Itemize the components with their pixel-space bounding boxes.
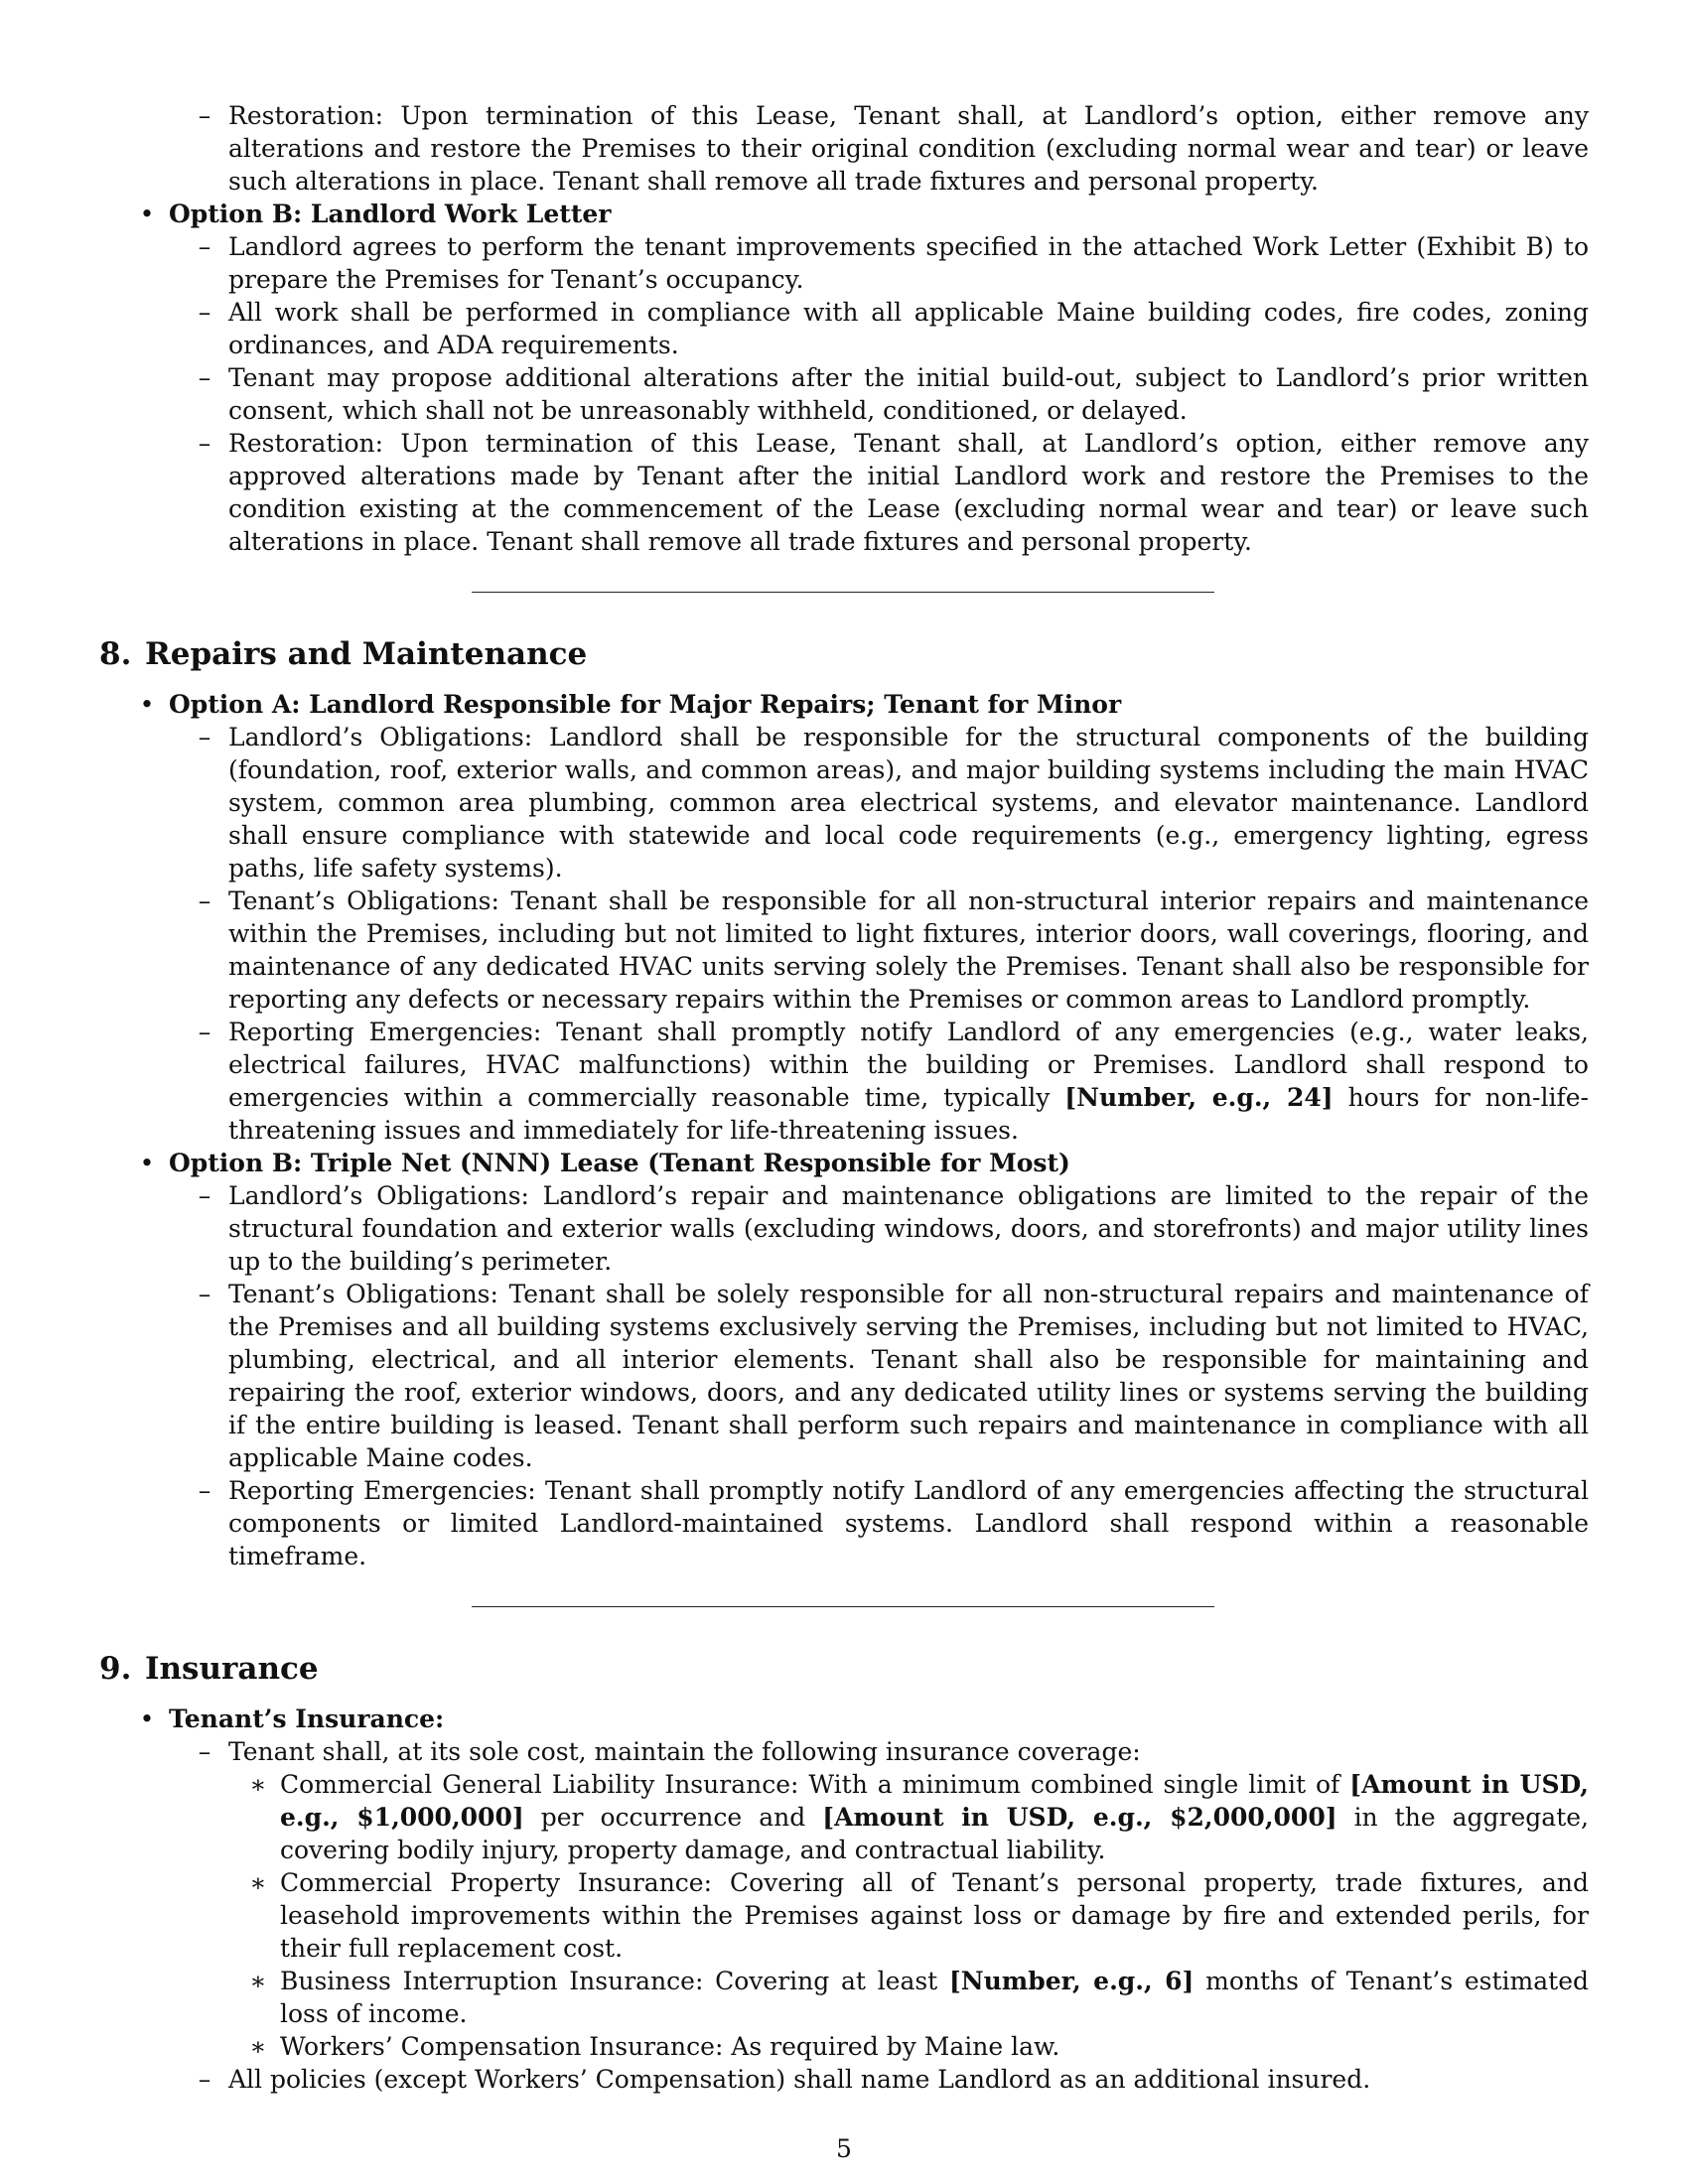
dash-bullet-icon: – — [198, 1181, 211, 1210]
list-item — [228, 1768, 1589, 1866]
list-item — [169, 99, 1589, 198]
list-item-text: Landlord’s Obligations: Landlord shall be responsible for the structural components of the building (foundation, roof, exterior walls, and common areas), and major building systems including the main HVAC system, common area plumbing, common area electrical systems, and elevator maintenance. Landlord shall ensure compliance with statewide and local code requirements (e.g., emergency lighting, egress paths, life safety systems). — [228, 723, 1589, 883]
list-item-text — [228, 1016, 1589, 1147]
list-item — [169, 1474, 1589, 1572]
list-item-text: All policies (except Workers’ Compensation) shall name Landlord as an additional insured. — [228, 2065, 1371, 2094]
list-item-text: Commercial Property Insurance: Covering all of Tenant’s personal property, trade fixtures, and leasehold improvements within the Premises against loss or damage by fire and extended perils, for their full replacement cost. — [280, 1868, 1589, 1963]
option-b-triple-net — [99, 1147, 1589, 1572]
section-number: 8. — [99, 636, 132, 672]
dash-bullet-icon: – — [198, 298, 211, 327]
dash-bullet-icon: – — [198, 1737, 211, 1766]
dash-bullet-icon: – — [198, 429, 211, 458]
page-content — [99, 99, 1589, 2096]
list-item-text: All work shall be performed in compliance with all applicable Maine building codes, fire codes, zoning ordinances, and ADA requirements. — [228, 298, 1589, 359]
list-item — [169, 721, 1589, 885]
section-title: Repairs and Maintenance — [145, 636, 588, 672]
asterisk-bullet-icon: ∗ — [249, 1967, 267, 1995]
placeholder-field: [Number, e.g., 24] — [1064, 1083, 1334, 1112]
section-divider — [472, 592, 1214, 593]
dash-bullet-icon: – — [198, 887, 211, 915]
dash-bullet-icon: – — [198, 101, 211, 130]
text-span: Business Interruption Insurance: Covering at least — [280, 1967, 949, 1995]
dash-bullet-icon: – — [198, 2065, 211, 2094]
list-item — [169, 230, 1589, 296]
list-item-text — [280, 1768, 1589, 1866]
restoration-a-text: Restoration: Upon termination of this Lease, Tenant shall, at Landlord’s option, either remove any alterations and restore the Premises to their original condition (excluding normal wear and tear) or leave such alterations in place. Tenant shall remove all trade fixtures and personal property. — [228, 101, 1589, 196]
list-item — [169, 1278, 1589, 1474]
asterisk-bullet-icon: ∗ — [249, 1770, 267, 1799]
section-8-heading — [99, 634, 1589, 674]
dash-bullet-icon: – — [198, 1476, 211, 1505]
list-item-text: Tenant shall, at its sole cost, maintain the following insurance coverage: — [228, 1737, 1141, 1766]
tenant-insurance — [99, 1703, 1589, 2096]
text-span: per occurrence and — [523, 1803, 823, 1832]
dash-bullet-icon: – — [198, 1280, 211, 1308]
continuation-list — [99, 99, 1589, 558]
option-b-title: Option B: Landlord Work Letter — [169, 200, 612, 228]
option-a-major-repairs — [99, 688, 1589, 1147]
list-item-text — [280, 1965, 1589, 2030]
bullet-icon: • — [139, 1149, 155, 1177]
list-item-text: Landlord agrees to perform the tenant improvements specified in the attached Work Letter (Exhibit B) to prepare the Premises for Tenant’s occupancy. — [228, 232, 1589, 294]
list-item-text: Workers’ Compensation Insurance: As required by Maine law. — [280, 2032, 1060, 2061]
list-item-text: Tenant’s Obligations: Tenant shall be solely responsible for all non-structural repairs and maintenance of the Premises and all building systems exclusively serving the Premises, including but not limited to HVAC, plumbing, electrical, and all interior elements. Tenant shall also be responsible for maintaining and repairing the roof, exterior windows, doors, and any dedicated utility lines or systems serving the building if the entire building is leased. Tenant shall perform such repairs and maintenance in compliance with all applicable Maine codes. — [228, 1280, 1589, 1472]
option-b-title: Option B: Triple Net (NNN) Lease (Tenant Responsible for Most) — [169, 1149, 1070, 1177]
text-span: Reporting Emergencies: Tenant shall promptly notify Landlord of any emergencies (e.g., water leaks, electrical failures, HVAC malfunctions) within the building or Premises. Landlord shall respond to emergencies within a commercially reasonable time, typically — [228, 1018, 1589, 1112]
placeholder-field: [Number, e.g., 6] — [948, 1967, 1195, 1995]
list-item-text: Reporting Emergencies: Tenant shall promptly notify Landlord of any emergencies affecting the structural components or limited Landlord-maintained systems. Landlord shall respond within a reasonable timeframe. — [228, 1476, 1589, 1570]
asterisk-bullet-icon: ∗ — [249, 2032, 267, 2061]
section-title: Insurance — [145, 1651, 319, 1687]
bullet-icon: • — [139, 200, 155, 228]
dash-bullet-icon: – — [198, 363, 211, 392]
list-item — [169, 427, 1589, 558]
option-b-work-letter — [99, 198, 1589, 558]
list-item — [169, 2063, 1589, 2096]
list-item — [228, 1866, 1589, 1965]
section-9-list — [99, 1703, 1589, 2096]
list-item-text: Tenant’s Obligations: Tenant shall be responsible for all non-structural interior repairs and maintenance within the Premises, including but not limited to light fixtures, interior doors, wall coverings, flooring, and maintenance of any dedicated HVAC units serving solely the Premises. Tenant shall also be responsible for reporting any defects or necessary repairs within the Premises or common areas to Landlord promptly. — [228, 887, 1589, 1014]
list-item — [99, 99, 1589, 198]
list-item-text: Restoration: Upon termination of this Lease, Tenant shall, at Landlord’s option, either remove any approved alterations made by Tenant after the initial Landlord work and restore the Premises to the condition existing at the commencement of the Lease (excluding normal wear and tear) or leave such alterations in place. Tenant shall remove all trade fixtures and personal property. — [228, 429, 1589, 556]
tenant-insurance-title: Tenant’s Insurance: — [169, 1705, 445, 1733]
dash-bullet-icon: – — [198, 232, 211, 261]
placeholder-field: [Amount in USD, e.g., $1,000,000] — [280, 1770, 1589, 1832]
bullet-icon: • — [139, 1705, 155, 1733]
option-a-title: Option A: Landlord Responsible for Major Repairs; Tenant for Minor — [169, 690, 1122, 719]
list-item — [169, 361, 1589, 427]
dash-bullet-icon: – — [198, 1018, 211, 1046]
list-item — [169, 1735, 1589, 2063]
page-number: 5 — [836, 2134, 852, 2163]
list-item — [228, 2030, 1589, 2063]
placeholder-field: [Amount in USD, e.g., $2,000,000] — [822, 1803, 1337, 1832]
bullet-icon: • — [139, 690, 155, 719]
dash-bullet-icon: – — [198, 723, 211, 751]
section-number: 9. — [99, 1651, 132, 1687]
text-span: hours for non-life-threatening issues and immediately for life-threatening issues. — [228, 1083, 1589, 1145]
list-item — [228, 1965, 1589, 2030]
section-divider — [472, 1606, 1214, 1607]
text-span: months of Tenant’s estimated loss of income. — [280, 1967, 1589, 2028]
list-item — [169, 296, 1589, 361]
text-span: Commercial General Liability Insurance: With a minimum combined single limit of — [280, 1770, 1350, 1799]
list-item-text: Tenant may propose additional alterations after the initial build-out, subject to Landlord’s prior written consent, which shall not be unreasonably withheld, conditioned, or delayed. — [228, 363, 1589, 425]
asterisk-bullet-icon: ∗ — [249, 1868, 267, 1897]
text-span: in the aggregate, covering bodily injury, property damage, and contractual liability. — [280, 1803, 1589, 1864]
list-item-text: Landlord’s Obligations: Landlord’s repair and maintenance obligations are limited to the repair of the structural foundation and exterior walls (excluding windows, doors, and storefronts) and major utility lines up to the building’s perimeter. — [228, 1181, 1589, 1276]
list-item — [169, 1179, 1589, 1278]
list-item — [169, 1016, 1589, 1147]
section-9-heading — [99, 1649, 1589, 1689]
list-item — [169, 885, 1589, 1016]
section-8-list — [99, 688, 1589, 1572]
